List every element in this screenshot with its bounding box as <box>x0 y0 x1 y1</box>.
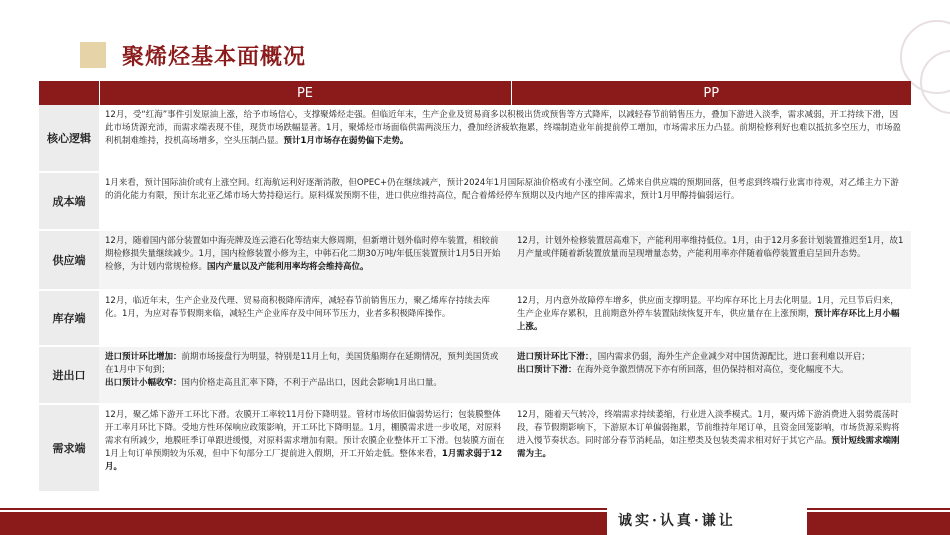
table-row <box>39 172 911 230</box>
header-pe: PE <box>99 81 511 105</box>
inventory-pe-text: 12月，临近年末，生产企业及代理、贸易商积极降库清库，减轻春节前销售压力，聚乙烯库存持续去库化。1月，为应对春节假期来临，减轻生产企业库存及中间环节压力，业者多积极降库操作。 <box>105 296 490 319</box>
row-label: 进出口 <box>39 346 99 404</box>
header-blank <box>39 81 99 105</box>
demand-pp-text: 12月，随着天气转冷，终端需求持续萎缩，行业进入淡季模式。1月，聚丙烯下游消费进入弱势震荡时段，春节假期影响下，下游原本订单偏弱拖累，节前维持年尾订单，且资金回笼影响，市场货源采购将进入慢节奏状态。同时部分春节消耗品，如注塑类及包装类需求相对好于其它产品。 <box>517 410 900 446</box>
row-content-pe <box>99 290 511 346</box>
supply-pe-text: 12月，随着国内部分装置如中海壳牌及连云港石化等结束大修周期，但新增计划外临时停车装置，相较前期检修损失量继续减少。1月，国内检修装置小修为主，中韩石化二期30万吨/年低压装置预计1月5日开始检修，为计划内常规检修。 <box>105 236 501 272</box>
import-pp-heading: 进口预计环比下滑： <box>517 352 590 362</box>
row-content-pe <box>99 105 911 172</box>
fundamentals-table <box>39 81 911 493</box>
footer-slogan: 诚实·认真·谦让 <box>618 513 736 529</box>
core-logic-text: 12月，受“红海”事件引发原油上涨，给予市场信心，支撑聚烯烃走强。但临近年末，生产企业及贸易商多以积极出货或预售等方式降库，以减轻春节前销售压力，叠加下游进入淡季，需求减弱，开工持续下滑，因此市场货源充沛，而需求端表现不佳，现货市场跌幅显著。1月，聚烯烃市场面临供需两淡压力，叠加经济疲软拖累，终端制造业年前提前停工增加，市场需求压力凸显。前期检修利好也难以抵抗多空压力，市场盈利机制难维持，投机高场增多，空头压制凸显。 <box>105 110 901 146</box>
import-pe-heading: 进口预计环比增加： <box>105 352 182 362</box>
header-pp: PP <box>511 81 911 105</box>
core-logic-conclusion: 预计1月市场存在弱势偏下走势。 <box>283 136 409 146</box>
inventory-pp-text: 12月，月内意外故障停车增多，供应面支撑明显。平均库存环比上月去化明显。1月，元旦节后归来，生产企业库存累积，且前期意外停车装置陆续恢复开车，供应量存在上涨预期， <box>517 296 899 319</box>
row-label: 成本端 <box>39 172 99 230</box>
import-pe-text: 前期市场接盘行为明显，特别是11月上旬，美国货船期存在延期情况，预判美国货或在1月中下旬到； <box>105 352 499 375</box>
row-content-pp <box>511 290 911 346</box>
supply-pp-text: 12月，计划外检修装置居高难下，产能利用率维持低位。1月，由于12月多套计划装置推迟至1月，故1月产量或伴随着新装置放量而呈现增量态势，产能利用率亦伴随着临停装置重启呈回升态势。 <box>517 236 904 259</box>
supply-pe-conclusion: 国内产量以及产能利用率均将会维持高位。 <box>207 262 369 272</box>
row-label: 库存端 <box>39 290 99 346</box>
footer-stripe <box>0 508 950 510</box>
row-content-pe <box>99 346 511 404</box>
table-row <box>39 230 911 290</box>
page-title: 聚烯烃基本面概况 <box>122 44 307 70</box>
table-header <box>39 81 911 105</box>
demand-pe-conclusion: 1月需求弱于12月。 <box>105 449 503 472</box>
export-pp-heading: 出口预计下滑： <box>517 365 577 375</box>
demand-pe-text: 12月，聚乙烯下游开工环比下滑。农膜开工率较11月份下降明显。管材市场依旧偏弱势运行；包装膜整体开工率月环比下降。受地方性环保响应政策影响，开工环比下降明显。1月，棚膜需求进一步收尾，对原料需求有所减少，地膜旺季订单跟进缓慢，对原料需求增加有限。预计农膜企业整体开工下滑。包装膜方面在1月上旬订单预期较为乐观，但中下旬部分工厂提前进入假期，开工开始走低。整体来看， <box>105 410 505 459</box>
export-pe-heading: 出口预计小幅收窄： <box>105 378 182 388</box>
demand-pp-conclusion: 预计短线需求端刚需为主。 <box>517 436 900 459</box>
row-content-pe <box>99 404 511 492</box>
table-row <box>39 404 911 492</box>
row-content-cost <box>99 172 911 230</box>
table-row <box>39 346 911 404</box>
import-pp-text: ，国内需求仍弱，海外生产企业减少对中国货源配比，进口套利难以开启； <box>589 352 870 362</box>
table-row <box>39 290 911 346</box>
table-row <box>39 105 911 172</box>
cost-text: 1月来看，预计国际油价或有上涨空间。红海航运利好逐渐消散，但OPEC+仍在继续减产，预计2024年1月国际原油价格或有小涨空间。乙烯来自供应端的预期回落，但考虑到终端行业寓市待观，对乙烯主力下游的消化能力有限，预计东北亚乙烯市场大势持稳运行。原料煤炭预期不佳，进口供应维持高位，配合着烯烃停车预期以及内地产区的排库需求，预计1月甲醇持偏弱运行。 <box>105 178 899 201</box>
export-pp-text: 在海外竞争激烈情况下亦有所回落，但仍保持相对高位，变化幅度不大。 <box>576 365 849 375</box>
row-label: 需求端 <box>39 404 99 492</box>
footer-bar <box>0 512 950 535</box>
title-accent-block <box>80 42 106 68</box>
row-label: 供应端 <box>39 230 99 290</box>
row-content-pe <box>99 230 511 290</box>
row-content-pp <box>511 346 911 404</box>
export-pe-text: 国内价格走高且汇率下降，不利于产品出口，因此会影响1月出口量。 <box>181 378 442 388</box>
row-content-pp <box>511 230 911 290</box>
row-label: 核心逻辑 <box>39 105 99 172</box>
inventory-pp-conclusion: 预计库存环比上月小幅上涨。 <box>517 309 900 332</box>
row-content-pp <box>511 404 911 492</box>
